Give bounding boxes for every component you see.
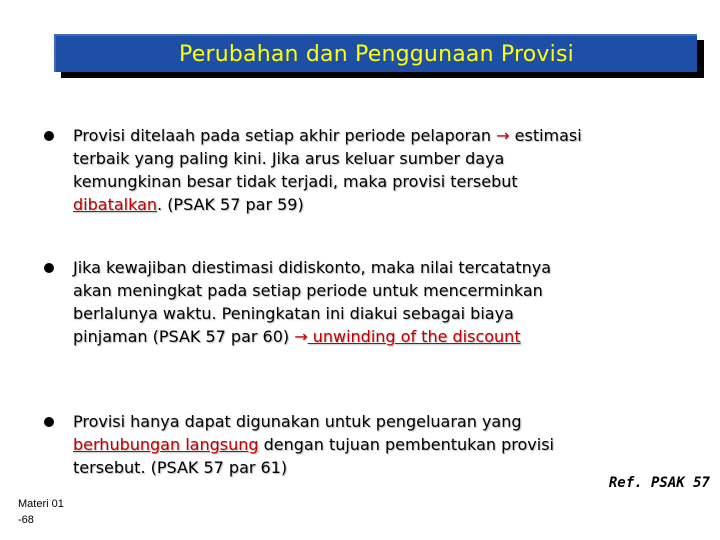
bullet-3-text-a: Provisi hanya dapat digunakan untuk pengeluaran yang [73,412,522,431]
footer-line-1: Materi 01 [18,498,64,510]
bullet-2-highlight: unwinding of the discount [307,327,521,346]
bullet-1-text-a: Provisi ditelaah pada setiap akhir periode pelaporan [73,126,497,145]
bullet-2-text-a: Jika kewajiban diestimasi didiskonto, maka nilai tercatatnya akan meningkat pada setiap periode untuk mencerminkan berlalunya waktu. Peningkatan ini diakui sebagai biaya pinjaman (PSAK 57 par 60) [73,258,552,346]
bullet-text-2 [73,256,593,348]
bullet-dot-icon [44,417,54,427]
bullet-1-text-b: estimasi terbaik yang paling kini. Jika arus keluar sumber daya kemungkinan besar tidak terjadi, maka provisi tersebut [73,126,582,191]
reference-label: Ref. PSAK 57 [608,475,710,491]
arrow-right-icon: → [496,126,510,145]
footer-line-2: -68 [18,514,34,526]
bullet-text-1 [73,124,593,216]
bullet-1-text-c: . (PSAK 57 par 59) [157,195,304,214]
slide-title: Perubahan dan Penggunaan Provisi [179,41,574,67]
bullet-dot-icon [44,131,54,141]
bullet-3-text-b: dengan tujuan pembentukan provisi tersebut. (PSAK 57 par 61) [73,435,554,477]
title-bar [54,34,697,72]
bullet-item-2 [44,256,604,348]
bullet-dot-icon [44,263,54,273]
bullet-1-highlight: dibatalkan [73,195,158,214]
slide-footer [18,496,64,528]
bullet-text-3 [73,410,593,479]
arrow-right-icon: → [294,327,308,346]
bullet-item-3 [44,410,604,479]
bullet-item-1 [44,124,604,216]
bullet-3-highlight: berhubungan langsung [73,435,259,454]
